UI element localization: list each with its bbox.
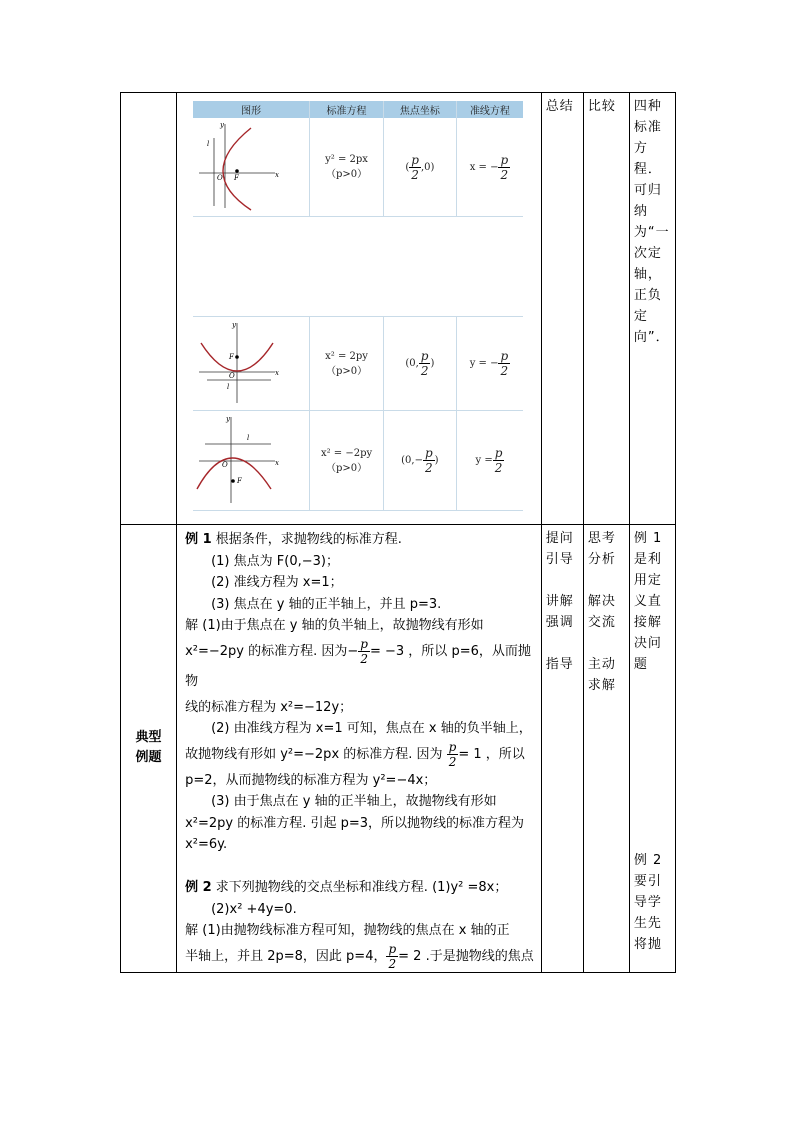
focus-1-den: 2 [411, 167, 419, 182]
directrix-3-num: p [494, 446, 503, 460]
summary-row [121, 93, 676, 525]
example-1-item-2: (2) 准线方程为 x=1； [211, 575, 343, 590]
compare-cell: 比较 [583, 93, 629, 525]
svg-text:x: x [275, 171, 280, 179]
example-content-cell [177, 525, 542, 973]
equation-2 [310, 317, 384, 411]
focus-1-fraction [409, 153, 421, 182]
example-2-tag: 例 2 [185, 880, 212, 895]
header-standard-equation: 标准方程 [310, 101, 384, 118]
focus-2-num: p [420, 349, 429, 363]
solution-4-b2: = 2 .于是抛物线的焦点 [398, 948, 534, 964]
figure-cell [177, 93, 542, 525]
solution-3-line-c: x²=6y. [185, 837, 228, 852]
parabola-figure-table [193, 101, 523, 511]
svg-text:x: x [275, 369, 280, 377]
figure-table-header [193, 101, 523, 118]
directrix-2-num: p [500, 349, 509, 363]
svg-text:O: O [222, 461, 228, 469]
header-figure: 图形 [193, 101, 310, 118]
example-row [121, 525, 676, 973]
focus-3-den: 2 [425, 461, 433, 475]
solution-2-num: p [448, 739, 457, 754]
directrix-2-den: 2 [500, 364, 509, 378]
svg-text:l: l [207, 140, 210, 148]
solution-2-fraction [447, 740, 459, 769]
equation-2-condition: （p>0） [325, 365, 368, 377]
directrix-1-fraction [498, 153, 510, 182]
directrix-1 [456, 118, 523, 217]
directrix-3 [456, 411, 523, 511]
equation-1 [310, 118, 384, 217]
solution-label: 解 [185, 618, 199, 633]
svg-text:O: O [217, 174, 223, 182]
solution-1-line-c: 线的标准方程为 x²=−12y； [185, 699, 353, 715]
solution-4-fraction [386, 942, 398, 971]
example-label: 典型例题 [135, 730, 162, 766]
svg-text:y: y [220, 121, 225, 129]
focus-3-prefix: (0,− [401, 455, 423, 466]
focus-2 [383, 317, 456, 411]
spacer [185, 856, 535, 878]
example-1-tag: 例 1 [185, 532, 212, 547]
example-label-cell [121, 525, 177, 973]
solution-1-b2: = −3 ，所以 p=6，从而抛物 [185, 643, 531, 689]
directrix-2 [456, 317, 523, 411]
example-2-title [185, 877, 535, 899]
svg-text:y: y [232, 321, 237, 329]
solution-2-line-c: p=2，从而抛物线的标准方程为 y²=−4x； [185, 772, 437, 788]
example-1-title [185, 529, 535, 551]
solution-1-num: p [360, 636, 368, 651]
example-2-item-2: (2)x² +4y=0. [211, 901, 297, 917]
directrix-2-fraction [498, 349, 510, 378]
lesson-plan-table [120, 92, 676, 973]
equation-2-main: x² = 2py [325, 350, 368, 362]
svg-text:y: y [226, 415, 231, 423]
solution-4-num: p [388, 941, 397, 956]
figure-gap [193, 217, 523, 317]
example-2-text: 求下列抛物线的交点坐标和准线方程. (1)y² =8x； [211, 880, 508, 895]
example-note-1: 例 1 是利用定义直接解决问题 [633, 531, 663, 672]
solution-1-fraction [358, 637, 370, 666]
solution-4-line-a [185, 920, 535, 942]
example-1-item-1: (1) 焦点为 F(0,−3)； [211, 553, 339, 569]
directrix-2-prefix: y = − [469, 358, 499, 369]
summary-cell: 总结 [541, 93, 583, 525]
summary-note-cell: 四种标准方程．可归纳为“一次定轴，正负定向”． [629, 93, 675, 525]
solution-3-line-b: x²=2py 的标准方程. 引起 p=3，所以抛物线的标准方程为 [185, 815, 525, 831]
directrix-1-den: 2 [500, 167, 509, 182]
example-1-item-3: (3) 焦点在 y 轴的正半轴上，并且 p=3. [211, 596, 442, 612]
directrix-1-num: p [500, 152, 509, 167]
figure-row-1 [193, 118, 523, 217]
solution-1-b1: x²=−2py 的标准方程. 因为− [185, 643, 359, 659]
focus-2-suffix: ) [430, 358, 435, 369]
solution-2-b2: = 1 ，所以 [458, 746, 525, 762]
directrix-1-prefix: x = − [469, 161, 499, 173]
directrix-3-den: 2 [494, 461, 503, 475]
parabola-graph-up [193, 317, 310, 411]
equation-3 [310, 411, 384, 511]
solution-1-den: 2 [360, 651, 368, 666]
solution-4-a: (1)由抛物线标准方程可知，抛物线的焦点在 x 轴的正 [198, 923, 510, 938]
equation-3-main: x² = −2py [320, 447, 373, 459]
header-directrix: 准线方程 [456, 101, 523, 118]
solution-1-line-b [185, 637, 535, 697]
equation-1-condition: （p>0） [325, 169, 368, 180]
focus-3-fraction [423, 446, 435, 475]
directrix-3-prefix: y = [475, 455, 493, 466]
example-note-2: 例 2 要引导学生先将抛 [633, 853, 663, 952]
focus-2-fraction [419, 349, 431, 378]
solution-4-den: 2 [388, 956, 397, 971]
figure-row-2 [193, 317, 523, 411]
svg-text:F: F [234, 174, 239, 182]
focus-2-den: 2 [420, 364, 429, 378]
focus-3-suffix: ) [434, 455, 439, 466]
focus-1-suffix: ,0) [420, 161, 435, 173]
svg-text:x: x [275, 459, 280, 467]
parabola-graph-down [193, 411, 310, 511]
solution-1-a: (1)由于焦点在 y 轴的负半轴上，故抛物线有形如 [198, 618, 484, 633]
focus-1-prefix: ( [405, 161, 410, 173]
solution-label-2: 解 [185, 923, 199, 938]
solution-2-den: 2 [448, 754, 457, 769]
example-1-text: 根据条件，求抛物线的标准方程. [211, 532, 402, 547]
focus-3 [383, 411, 456, 511]
figure-row-3 [193, 411, 523, 511]
svg-text:l: l [227, 383, 230, 391]
focus-1 [383, 118, 456, 217]
parabola-right-icon [193, 118, 309, 213]
focus-1-num: p [411, 152, 419, 167]
parabola-down-icon [193, 411, 309, 507]
solution-1-line-a [185, 615, 535, 637]
solution-2-b1: 故抛物线有形如 y²=−2px 的标准方程. 因为 [185, 746, 447, 762]
solution-4-b1: 半轴上，并且 2p=8，因此 p=4， [185, 948, 387, 964]
svg-text:F: F [237, 477, 242, 485]
header-focus: 焦点坐标 [383, 101, 456, 118]
svg-text:O: O [229, 372, 235, 380]
solution-4-line-b [185, 942, 535, 972]
teacher-activity-cell: 提问引导 讲解强调 指导 [541, 525, 583, 973]
focus-2-prefix: (0, [405, 358, 419, 369]
focus-3-num: p [424, 446, 433, 460]
solution-3-line-a: (3) 由于焦点在 y 轴的正半轴上，故抛物线有形如 [211, 794, 497, 809]
summary-label-cell [121, 93, 177, 525]
parabola-graph-right [193, 118, 310, 217]
solution-2-line-b [185, 740, 535, 770]
directrix-3-fraction [493, 446, 505, 475]
parabola-up-icon [193, 317, 309, 407]
solution-2-line-a: (2) 由准线方程为 x=1 可知，焦点在 x 轴的负半轴上， [211, 721, 532, 736]
svg-text:F: F [229, 353, 234, 361]
student-activity-cell: 思考分析 解决交流 主动求解 [583, 525, 629, 973]
svg-text:l: l [247, 434, 250, 442]
equation-3-condition: （p>0） [325, 462, 368, 474]
example-note-cell [629, 525, 675, 973]
equation-1-main: y² = 2px [325, 154, 368, 165]
